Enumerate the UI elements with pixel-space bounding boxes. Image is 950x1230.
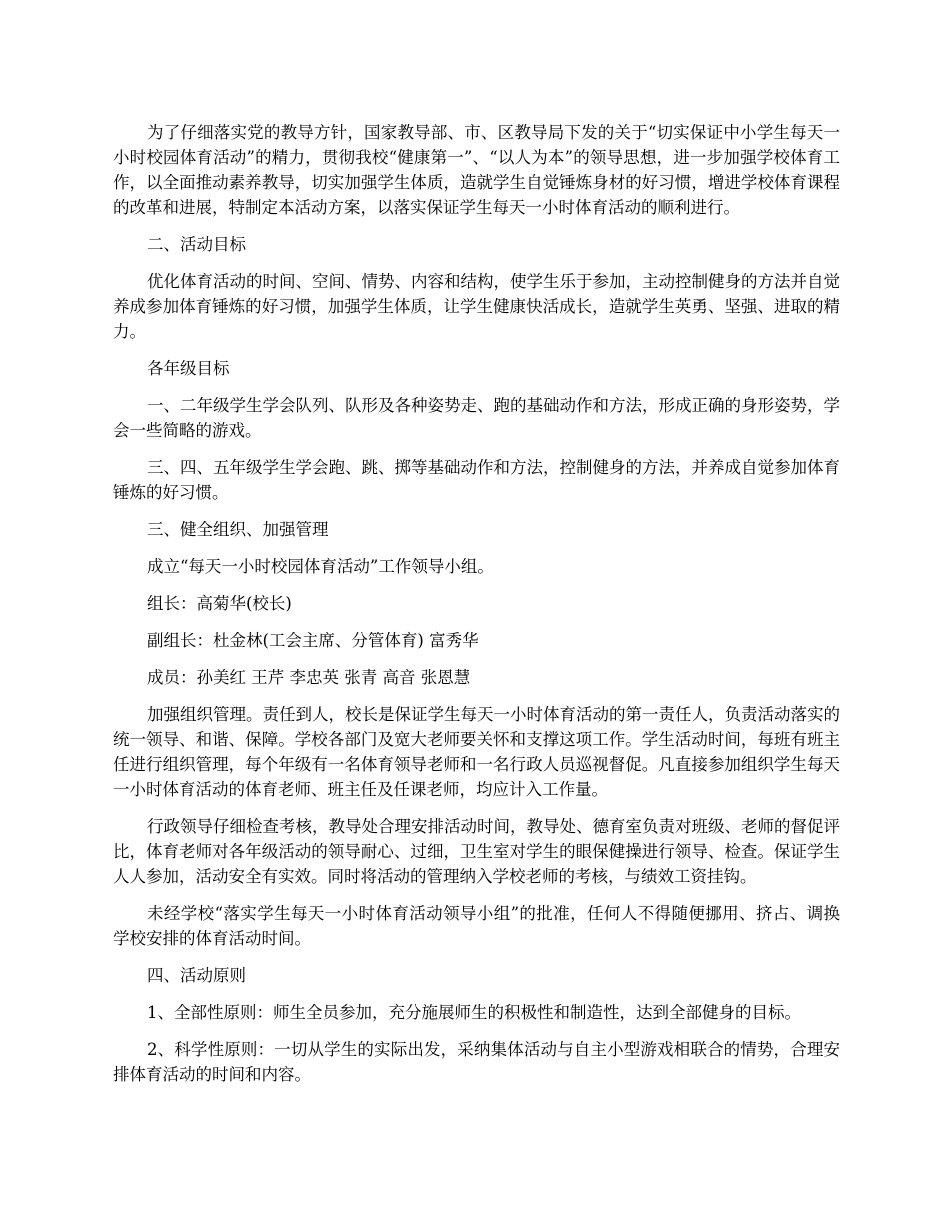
group-leader-line: 组长：高菊华(校长) <box>147 594 292 613</box>
section-heading-principles: 四、活动原则 <box>147 966 246 985</box>
management-paragraph: 加强组织管理。责任到人，校长是保证学生每天一小时体育活动的第一责任人，负责活动落实的统一领导、和谐、保障。学校各部门及宽大老师要关怀和支撑这项工作。学生活动时间，每班有班主任进行组织管理，每个年级有一名体育领导老师和一名行政人员巡视督促。凡直接参加组织学生每天一小时体育活动的体育老师、班主任及任课老师，均应计入工作量。 <box>113 705 840 799</box>
document-page <box>113 120 840 1099</box>
principle-2-paragraph: 2、科学性原则：一切从学生的实际出发，采纳集体活动与自主小型游戏相联合的情势，合理安排体育活动的时间和内容。 <box>113 1040 840 1084</box>
leadership-group-paragraph: 成立“每天一小时校园体育活动”工作领导小组。 <box>147 557 494 576</box>
principle-1-paragraph: 1、全部性原则：师生全员参加，充分施展师生的积极性和制造性，达到全部健身的目标。 <box>147 1003 801 1022</box>
deputy-leader-line: 副组长：杜金林(工会主席、分管体育) 富秀华 <box>147 631 479 650</box>
intro-paragraph: 为了仔细落实党的教导方针，国家教导部、市、区教导局下发的关于“切实保证中小学生每天一小时校园体育活动”的精力，贯彻我校“健康第一”、“以人为本”的领导思想，进一步加强学校体育工作，以全面推动素养教导，切实加强学生体质，造就学生自觉锤炼身材的好习惯，增进学校体育课程的改革和进展，特制定本活动方案，以落实保证学生每天一小时体育活动的顺利进行。 <box>113 123 840 217</box>
goals-paragraph: 优化体育活动的时间、空间、情势、内容和结构，使学生乐于参加，主动控制健身的方法并自觉养成参加体育锤炼的好习惯，加强学生体质，让学生健康快活成长，造就学生英勇、坚强、进取的精力。 <box>113 272 840 341</box>
members-line: 成员：孙美红 王芹 李忠英 张青 高音 张恩慧 <box>147 668 471 687</box>
inspection-paragraph: 行政领导仔细检查考核，教导处合理安排活动时间，教导处、德育室负责对班级、老师的督促评比，体育老师对各年级活动的领导耐心、过细，卫生室对学生的眼保健操进行领导、检查。保证学生人人参加，活动安全有实效。同时将活动的管理纳入学校老师的考核，与绩效工资挂钩。 <box>113 817 840 886</box>
section-heading-organization: 三、健全组织、加强管理 <box>147 520 329 539</box>
grade-goal-3-5: 三、四、五年级学生学会跑、跳、掷等基础动作和方法，控制健身的方法，并养成自觉参加体育锤炼的好习惯。 <box>113 458 840 502</box>
subheading-grade-goals: 各年级目标 <box>147 359 230 378</box>
approval-paragraph: 未经学校“落实学生每天一小时体育活动领导小组”的批准，任何人不得随便挪用、挤占、调换学校安排的体育活动时间。 <box>113 904 840 948</box>
section-heading-goals: 二、活动目标 <box>147 235 246 254</box>
grade-goal-1-2: 一、二年级学生学会队列、队形及各种姿势走、跑的基础动作和方法，形成正确的身形姿势，学会一些简略的游戏。 <box>113 396 840 440</box>
